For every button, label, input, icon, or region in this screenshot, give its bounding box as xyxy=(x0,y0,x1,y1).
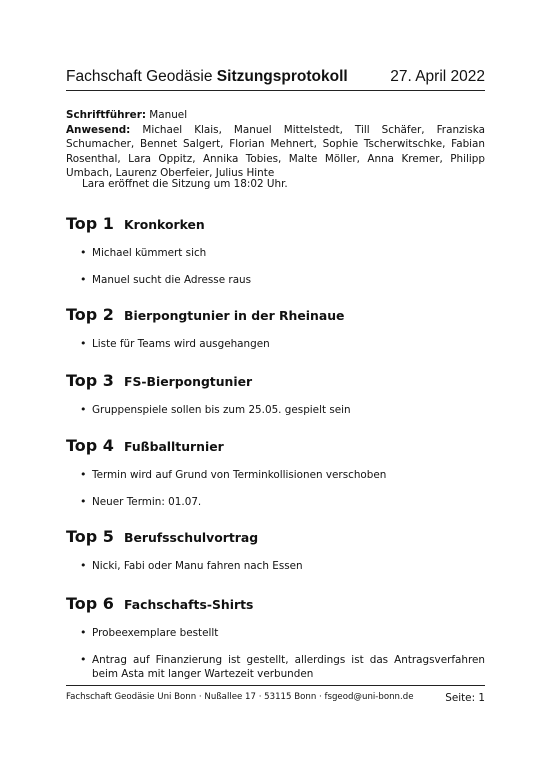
writer-label: Schriftführer: xyxy=(66,109,146,121)
present-list: Michael Klais, Manuel Mittelstedt, Till Schäfer, Franziska Schumacher, Bennet Salgert, Florian Mehnert, Sophie Tscherwitschke, Fabian Rosenthal, Lara Oppitz, Annika Tobies, Malte Möller, Anna Kremer, Philipp Umbach, Laurenz Oberfeier, Julius Hinte xyxy=(66,123,485,179)
top-section-5 xyxy=(66,527,485,573)
present-line xyxy=(66,123,485,181)
list-item: • Gruppenspiele sollen bis zum 25.05. gespielt sein xyxy=(66,403,485,417)
bullet-list xyxy=(66,246,485,287)
bullet-list xyxy=(66,337,485,351)
footer-address: Fachschaft Geodäsie Uni Bonn · Nußallee 17 · 53115 Bonn · fsgeod@uni-bonn.de xyxy=(66,692,414,702)
present-label: Anwesend: xyxy=(66,123,131,136)
meeting-meta xyxy=(66,108,485,181)
list-item: • Neuer Termin: 01.07. xyxy=(66,495,485,509)
list-item: • Michael kümmert sich xyxy=(66,246,485,260)
top-title: Kronkorken xyxy=(124,217,205,232)
top-section-2 xyxy=(66,305,485,351)
top-number: Top 3 xyxy=(66,371,114,390)
top-title: Fußballturnier xyxy=(124,439,224,454)
page-number: Seite: 1 xyxy=(445,692,485,704)
top-number: Top 6 xyxy=(66,594,114,613)
top-title: Bierpongtunier in der Rheinaue xyxy=(124,308,345,323)
top-title: Berufsschulvortrag xyxy=(124,530,259,545)
list-item: • Termin wird auf Grund von Terminkollisionen verschoben xyxy=(66,468,485,482)
top-section-6 xyxy=(66,594,485,681)
top-number: Top 5 xyxy=(66,527,114,546)
writer-line xyxy=(66,108,485,123)
list-item: • Antrag auf Finanzierung ist gestellt, allerdings ist das Antragsverfahren beim Asta mit langer Wartezeit verbunden xyxy=(66,653,485,681)
list-item: • Manuel sucht die Adresse raus xyxy=(66,273,485,287)
top-number: Top 2 xyxy=(66,305,114,324)
writer-name: Manuel xyxy=(149,109,188,121)
top-number: Top 1 xyxy=(66,214,114,233)
list-item: • Nicki, Fabi oder Manu fahren nach Essen xyxy=(66,559,485,573)
bullet-list xyxy=(66,559,485,573)
org-name: Fachschaft Geodäsie xyxy=(66,68,213,85)
top-number: Top 4 xyxy=(66,436,114,455)
bullet-list xyxy=(66,403,485,417)
top-title: Fachschafts-Shirts xyxy=(124,597,254,612)
document-date: 27. April 2022 xyxy=(390,68,485,85)
top-section-3 xyxy=(66,371,485,417)
page-footer xyxy=(66,685,485,704)
top-section-4 xyxy=(66,436,485,509)
list-item: • Liste für Teams wird ausgehangen xyxy=(66,337,485,351)
list-item: • Probeexemplare bestellt xyxy=(66,626,485,640)
doc-type: Sitzungsprotokoll xyxy=(216,68,348,85)
bullet-list xyxy=(66,468,485,509)
document-title xyxy=(66,68,348,86)
page-header xyxy=(66,62,485,91)
top-section-1 xyxy=(66,214,485,287)
bullet-list xyxy=(66,626,485,681)
top-title: FS-Bierpongtunier xyxy=(124,374,253,389)
opening-text: Lara eröffnet die Sitzung um 18:02 Uhr. xyxy=(82,178,288,190)
